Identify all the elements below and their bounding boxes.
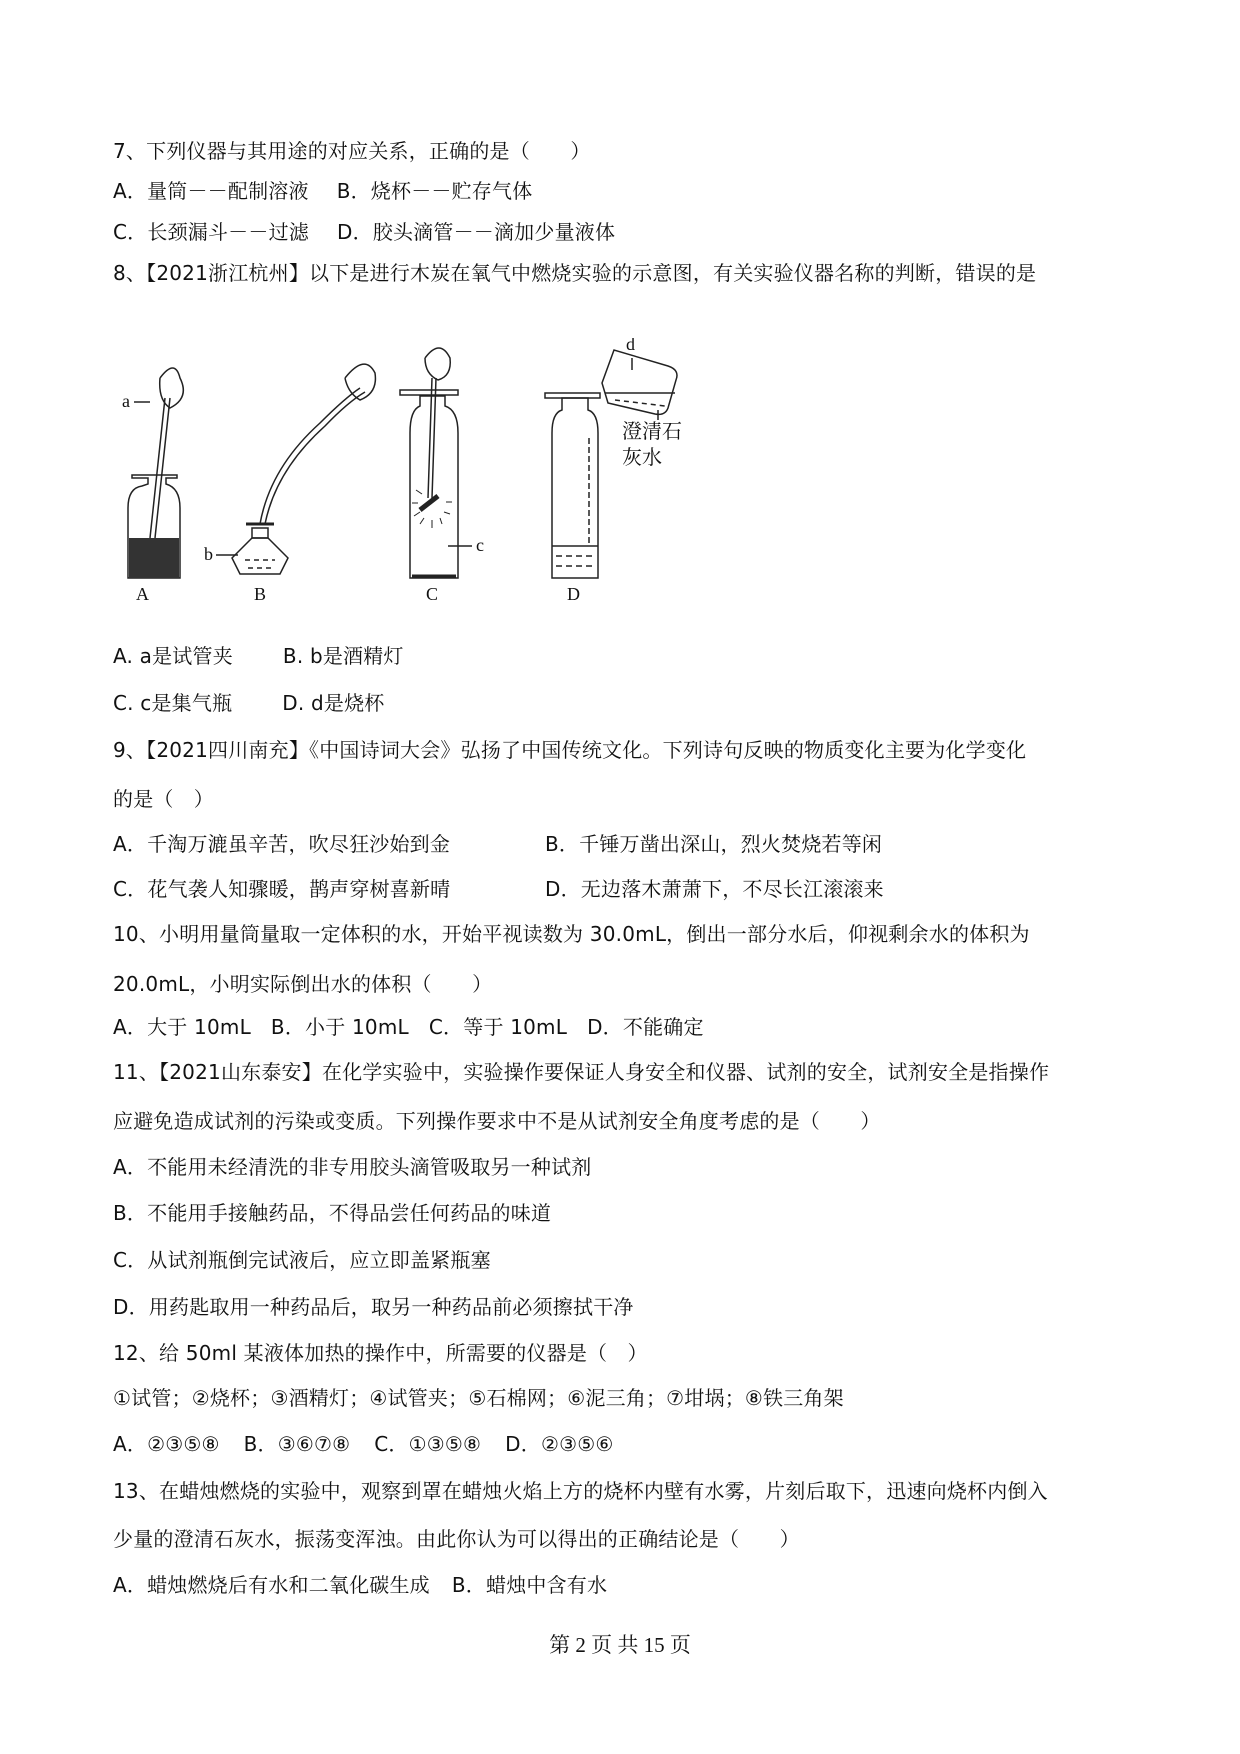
panel-label-a: A xyxy=(136,584,149,604)
question-7-stem: 7、下列仪器与其用途的对应关系，正确的是（ ） xyxy=(113,139,591,163)
option-10c: C．等于 10mL xyxy=(428,1015,568,1039)
option-8c: C. c是集气瓶 xyxy=(113,691,233,715)
question-9-stem-line-2: 的是（ ） xyxy=(113,787,214,811)
option-7a: A．量筒－－配制溶液 xyxy=(113,179,309,203)
option-9b: B．千锤万凿出深山，烈火焚烧若等闲 xyxy=(545,832,883,856)
option-12c: C．①③⑤⑧ xyxy=(374,1432,482,1456)
question-13-options xyxy=(113,1572,607,1598)
label-a: a xyxy=(122,391,130,411)
question-8-stem: 8、【2021浙江杭州】以下是进行木炭在氧气中燃烧实验的示意图，有关实验仪器名称的判断，错误的是 xyxy=(113,261,1037,285)
label-c: c xyxy=(476,535,484,555)
limewater-label-line2: 灰水 xyxy=(622,445,662,469)
question-10-stem-line-2: 20.0mL，小明实际倒出水的体积（ ） xyxy=(113,972,493,996)
question-11-stem-line-1: 11、【2021山东泰安】在化学实验中，实验操作要保证人身安全和仪器、试剂的安全，试剂安全是指操作 xyxy=(113,1060,1050,1084)
limewater-label-line1: 澄清石 xyxy=(622,419,682,443)
question-12-stem: 12、给 50ml 某液体加热的操作中，所需要的仪器是（ ） xyxy=(113,1341,648,1365)
option-12b: B．③⑥⑦⑧ xyxy=(243,1432,351,1456)
option-12d: D．②③⑤⑥ xyxy=(505,1432,614,1456)
option-13b: B．蜡烛中含有水 xyxy=(451,1573,608,1597)
option-7b: B．烧杯－－贮存气体 xyxy=(336,179,533,203)
question-7-options-row-1 xyxy=(113,178,532,204)
option-11d: D．用药匙取用一种药品后，取另一种药品前必须擦拭干净 xyxy=(113,1295,634,1319)
charcoal-combustion-diagram xyxy=(120,338,820,610)
option-8a: A. a是试管夹 xyxy=(113,644,233,668)
question-11-stem-line-2: 应避免造成试剂的污染或变质。下列操作要求中不是从试剂安全角度考虑的是（ ） xyxy=(113,1109,881,1133)
panel-label-d: D xyxy=(567,584,580,604)
label-b: b xyxy=(204,544,213,564)
option-13a: A．蜡烛燃烧后有水和二氧化碳生成 xyxy=(113,1573,430,1597)
option-7c: C．长颈漏斗－－过滤 xyxy=(113,220,309,244)
option-8d: D. d是烧杯 xyxy=(282,691,385,715)
option-9d: D．无边落木萧萧下，不尽长江滚滚来 xyxy=(545,877,884,901)
question-12-options xyxy=(113,1431,613,1457)
label-d: d xyxy=(626,338,635,354)
panel-label-b: B xyxy=(254,584,267,604)
question-8-options-row-2 xyxy=(113,690,385,716)
experiment-figure xyxy=(120,338,820,610)
question-10-options xyxy=(113,1014,704,1040)
option-11b: B．不能用手接触药品，不得品尝任何药品的味道 xyxy=(113,1201,552,1225)
question-9-options-row-1 xyxy=(113,831,882,857)
question-7-options-row-2 xyxy=(113,219,615,245)
option-10d: D．不能确定 xyxy=(587,1015,704,1039)
question-10-stem-line-1: 10、小明用量筒量取一定体积的水，开始平视读数为 30.0mL，倒出一部分水后，仰视剩余水的体积为 xyxy=(113,922,1030,946)
question-8-options-row-1 xyxy=(113,643,404,669)
option-9c: C．花气袭人知骤暖，鹊声穿树喜新晴 xyxy=(113,877,451,901)
option-10b: B．小于 10mL xyxy=(270,1015,409,1039)
question-13-stem-line-1: 13、在蜡烛燃烧的实验中，观察到罩在蜡烛火焰上方的烧杯内壁有水雾，片刻后取下，迅速向烧杯内倒入 xyxy=(113,1479,1048,1503)
question-13-stem-line-2: 少量的澄清石灰水，振荡变浑浊。由此你认为可以得出的正确结论是（ ） xyxy=(113,1527,800,1551)
option-12a: A．②③⑤⑧ xyxy=(113,1432,220,1456)
question-9-stem-line-1: 9、【2021四川南充】《中国诗词大会》弘扬了中国传统文化。下列诗句反映的物质变化主要为化学变化 xyxy=(113,738,1027,762)
page-number-footer: 第 2 页 共 15 页 xyxy=(549,1633,691,1657)
question-9-options-row-2 xyxy=(113,876,884,902)
option-10a: A．大于 10mL xyxy=(113,1015,251,1039)
option-9a: A．千淘万漉虽辛苦，吹尽狂沙始到金 xyxy=(113,832,451,856)
option-7d: D．胶头滴管－－滴加少量液体 xyxy=(336,220,616,244)
option-11a: A．不能用未经清洗的非专用胶头滴管吸取另一种试剂 xyxy=(113,1155,592,1179)
option-11c: C．从试剂瓶倒完试液后，应立即盖紧瓶塞 xyxy=(113,1248,491,1272)
option-8b: B. b是酒精灯 xyxy=(282,644,404,668)
panel-label-c: C xyxy=(426,584,439,604)
question-12-items: ①试管；②烧杯；③酒精灯；④试管夹；⑤石棉网；⑥泥三角；⑦坩埚；⑧铁三角架 xyxy=(113,1386,844,1410)
